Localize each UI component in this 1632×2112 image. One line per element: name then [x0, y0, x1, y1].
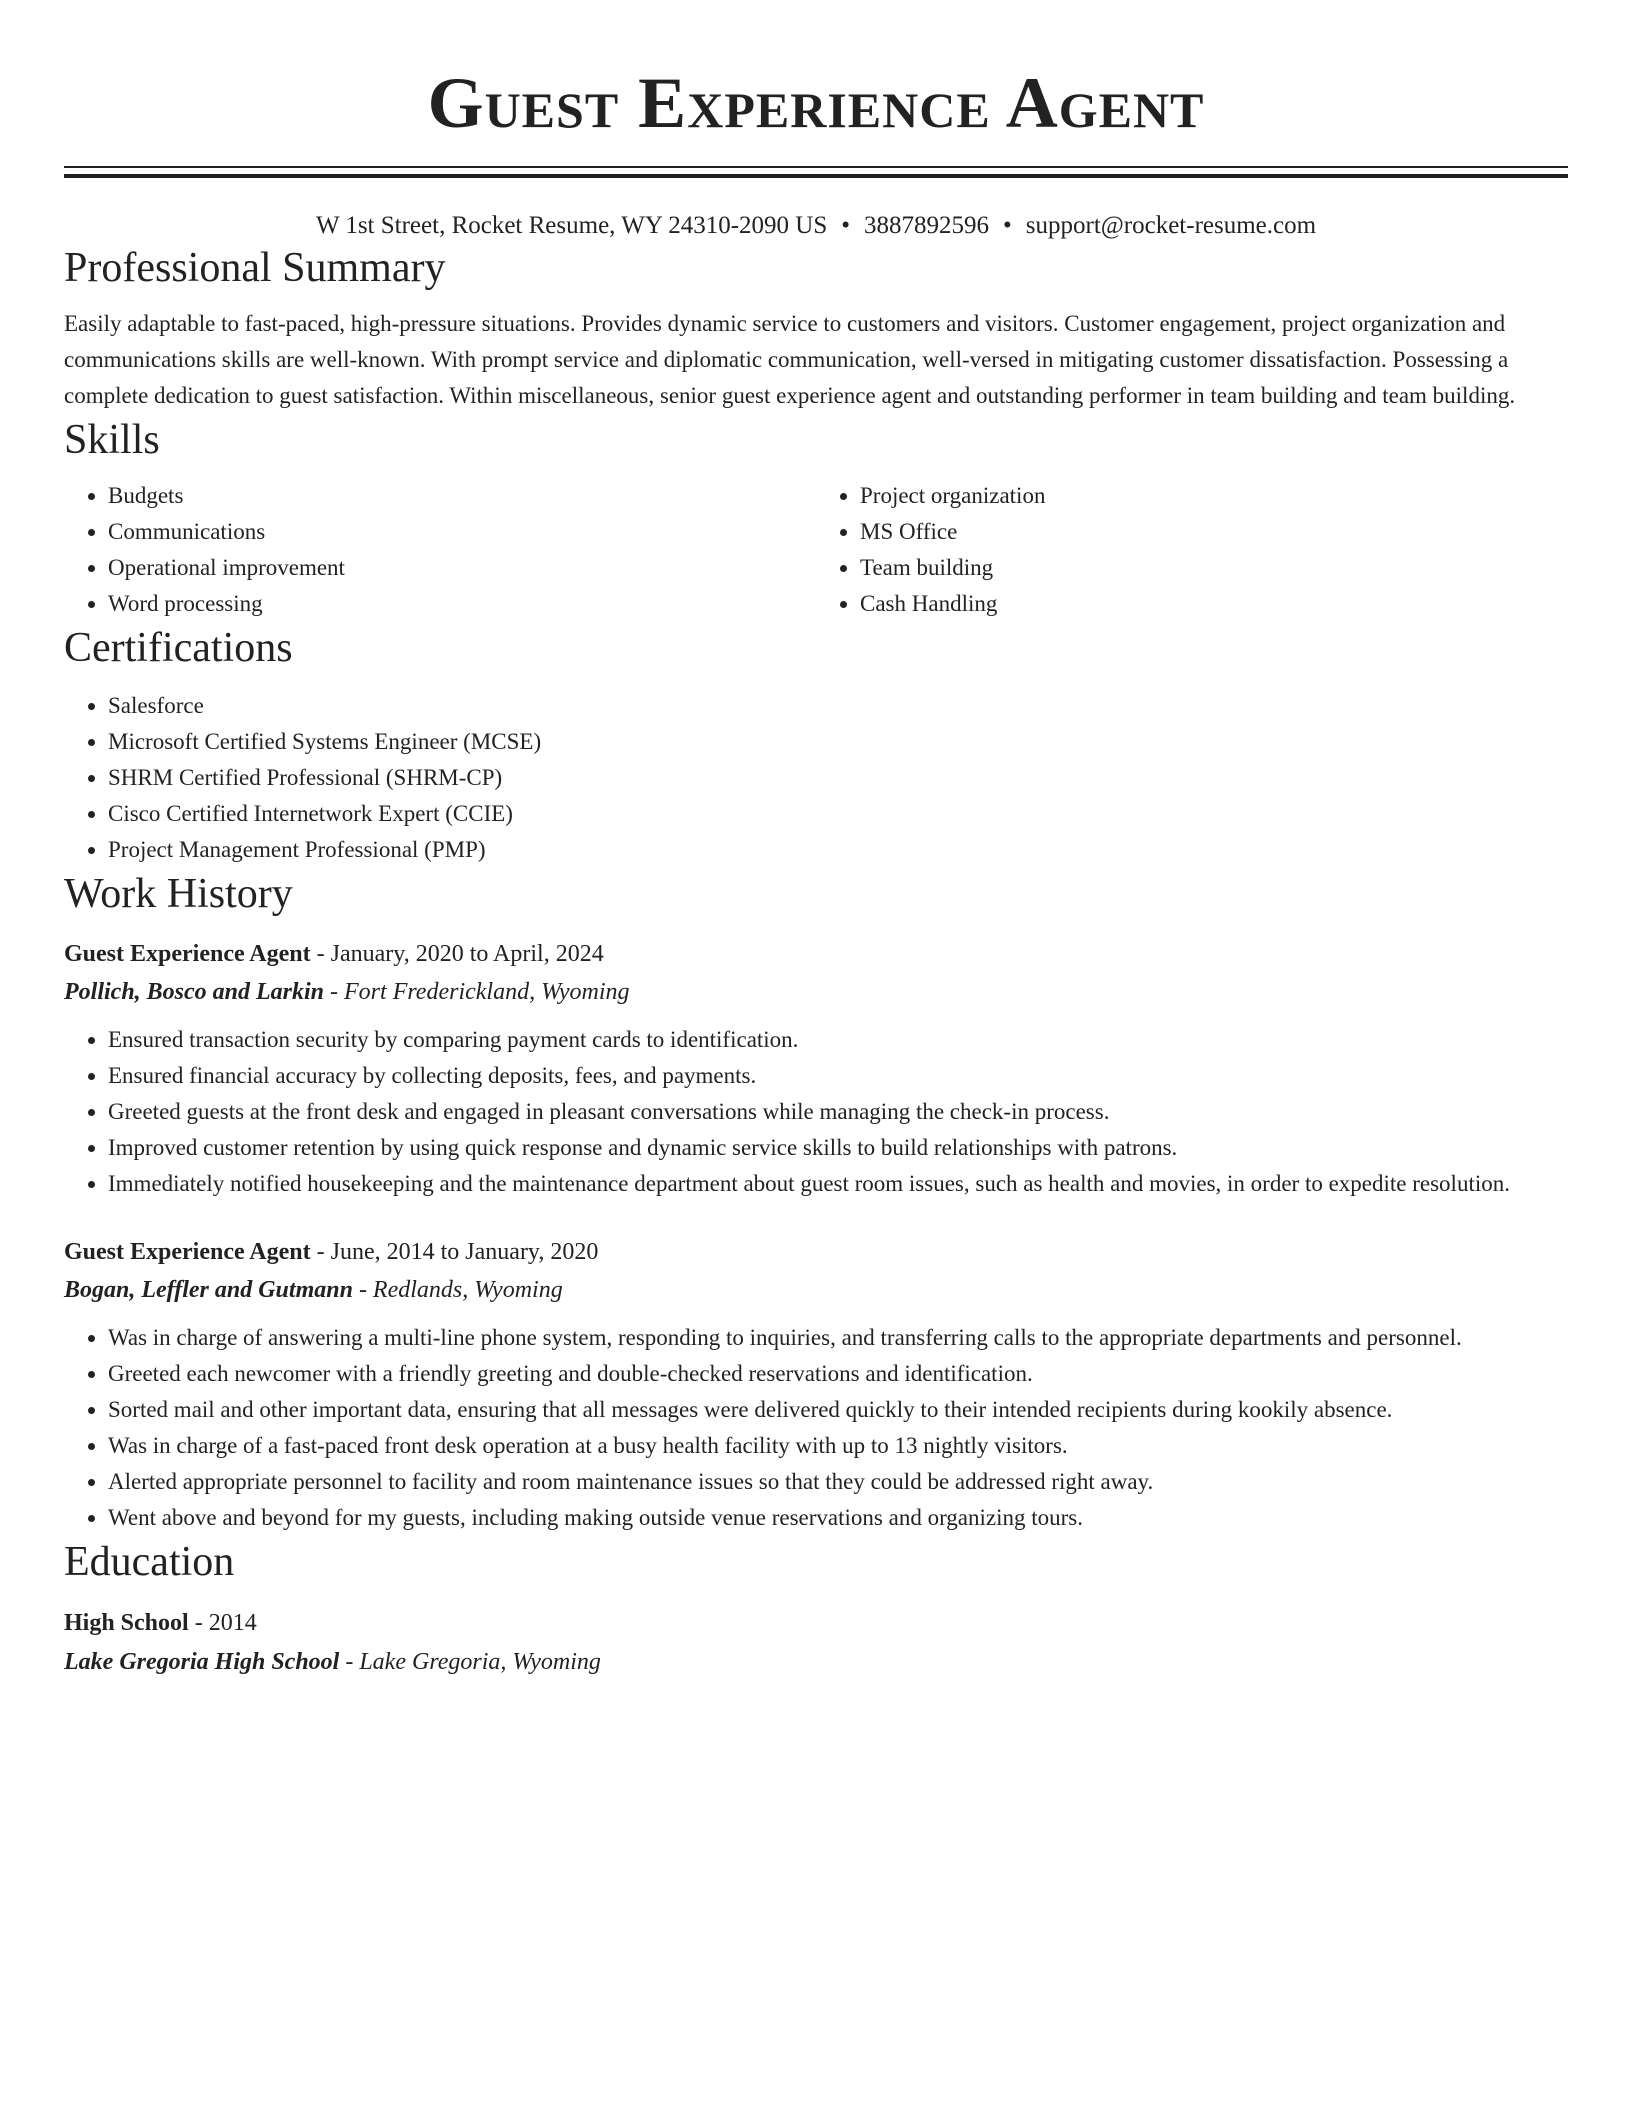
job-title: Guest Experience Agent: [64, 941, 311, 967]
education-title-line: [64, 1604, 1568, 1642]
job-duty: • Ensured financial accuracy by collecting deposits, fees, and payments.: [108, 1058, 1568, 1094]
resume-name: Guest Experience Agent: [427, 63, 1205, 143]
education-school: Lake Gregoria High School: [64, 1649, 340, 1675]
job-duty: • Ensured transaction security by comparing payment cards to identification.: [108, 1022, 1568, 1058]
skill-item: • Operational improvement: [108, 550, 816, 586]
job-title-line: [64, 936, 1568, 972]
education-heading: Education: [64, 1539, 235, 1585]
job-dates: - January, 2020 to April, 2024: [310, 941, 604, 967]
job-company: Pollich, Bosco and Larkin: [64, 979, 325, 1005]
certification-item: • SHRM Certified Professional (SHRM-CP): [108, 760, 1568, 796]
job-title-line: [64, 1234, 1568, 1270]
education-school-line: [64, 1642, 1568, 1682]
education-year: - 2014: [188, 1610, 257, 1636]
job-duty: • Improved customer retention by using quick response and dynamic service skills to build relationships with patrons.: [108, 1130, 1568, 1166]
header-divider: [64, 166, 1568, 178]
education-location: - Lake Gregoria, Wyoming: [339, 1649, 601, 1675]
job-entry: [64, 1234, 1568, 1536]
job-duty: • Went above and beyond for my guests, including making outside venue reservations and organizing tours.: [108, 1500, 1568, 1536]
resume-page: [64, 0, 1568, 1682]
skill-item: • Project organization: [860, 478, 1568, 514]
contact-email: support@rocket-resume.com: [1025, 212, 1317, 239]
skill-item: • MS Office: [860, 514, 1568, 550]
contact-separator: •: [1003, 212, 1012, 239]
skills-grid: [64, 478, 1568, 622]
skills-list-right: [816, 478, 1568, 622]
skill-item: • Team building: [860, 550, 1568, 586]
education-degree: High School: [64, 1610, 189, 1636]
job-duty: • Greeted guests at the front desk and engaged in pleasant conversations while managing the check-in process.: [108, 1094, 1568, 1130]
job-company-line: [64, 1270, 1568, 1310]
job-duty: • Alerted appropriate personnel to facility and room maintenance issues so that they could be addressed right away.: [108, 1464, 1568, 1500]
skill-item: • Cash Handling: [860, 586, 1568, 622]
certifications-list: [64, 688, 1568, 868]
job-duty: • Sorted mail and other important data, ensuring that all messages were delivered quickly to their intended recipients during kookily absence.: [108, 1392, 1568, 1428]
job-duty: • Was in charge of answering a multi-line phone system, responding to inquiries, and transferring calls to the appropriate departments and personnel.: [108, 1320, 1568, 1356]
skill-item: • Word processing: [108, 586, 816, 622]
job-duty: • Was in charge of a fast-paced front desk operation at a busy health facility with up to 13 nightly visitors.: [108, 1428, 1568, 1464]
job-location: - Redlands, Wyoming: [352, 1277, 563, 1303]
skills-heading: Skills: [64, 417, 160, 463]
work-history-heading: Work History: [64, 871, 293, 917]
job-title: Guest Experience Agent: [64, 1239, 311, 1265]
certification-item: • Microsoft Certified Systems Engineer (MCSE): [108, 724, 1568, 760]
header-divider-thick: [64, 174, 1568, 178]
header-divider-thin: [64, 166, 1568, 168]
certification-item: • Salesforce: [108, 688, 1568, 724]
skill-item: • Communications: [108, 514, 816, 550]
summary-text: Easily adaptable to fast-paced, high-pressure situations. Provides dynamic service to customers and visitors. Customer engagement, project organization and communications skills are well-known. With prompt service and diplomatic communication, well-versed in mitigating customer dissatisfaction. Possessing a complete dedication to guest satisfaction. Within miscellaneous, senior guest experience agent and outstanding performer in team building and team building.: [64, 311, 1516, 408]
contact-address: W 1st Street, Rocket Resume, WY 24310-2090 US: [315, 212, 828, 239]
job-duties-list: [64, 1320, 1568, 1536]
contact-phone: 3887892596: [864, 212, 989, 239]
contact-line: [64, 210, 1568, 242]
job-duties-list: [64, 1022, 1568, 1202]
job-dates: - June, 2014 to January, 2020: [310, 1239, 599, 1265]
job-duty: • Greeted each newcomer with a friendly greeting and double-checked reservations and identification.: [108, 1356, 1568, 1392]
skills-list-left: [64, 478, 816, 622]
contact-separator: •: [841, 212, 850, 239]
skill-item: • Budgets: [108, 478, 816, 514]
job-entry: [64, 936, 1568, 1202]
certification-item: • Cisco Certified Internetwork Expert (CCIE): [108, 796, 1568, 832]
summary-heading: Professional Summary: [64, 245, 446, 291]
certifications-heading: Certifications: [64, 625, 293, 671]
job-location: - Fort Frederickland, Wyoming: [324, 979, 630, 1005]
job-company-line: [64, 972, 1568, 1012]
job-company: Bogan, Leffler and Gutmann: [64, 1277, 353, 1303]
job-duty: • Immediately notified housekeeping and the maintenance department about guest room issues, such as health and movies, in order to expedite resolution.: [108, 1166, 1568, 1202]
certification-item: • Project Management Professional (PMP): [108, 832, 1568, 868]
